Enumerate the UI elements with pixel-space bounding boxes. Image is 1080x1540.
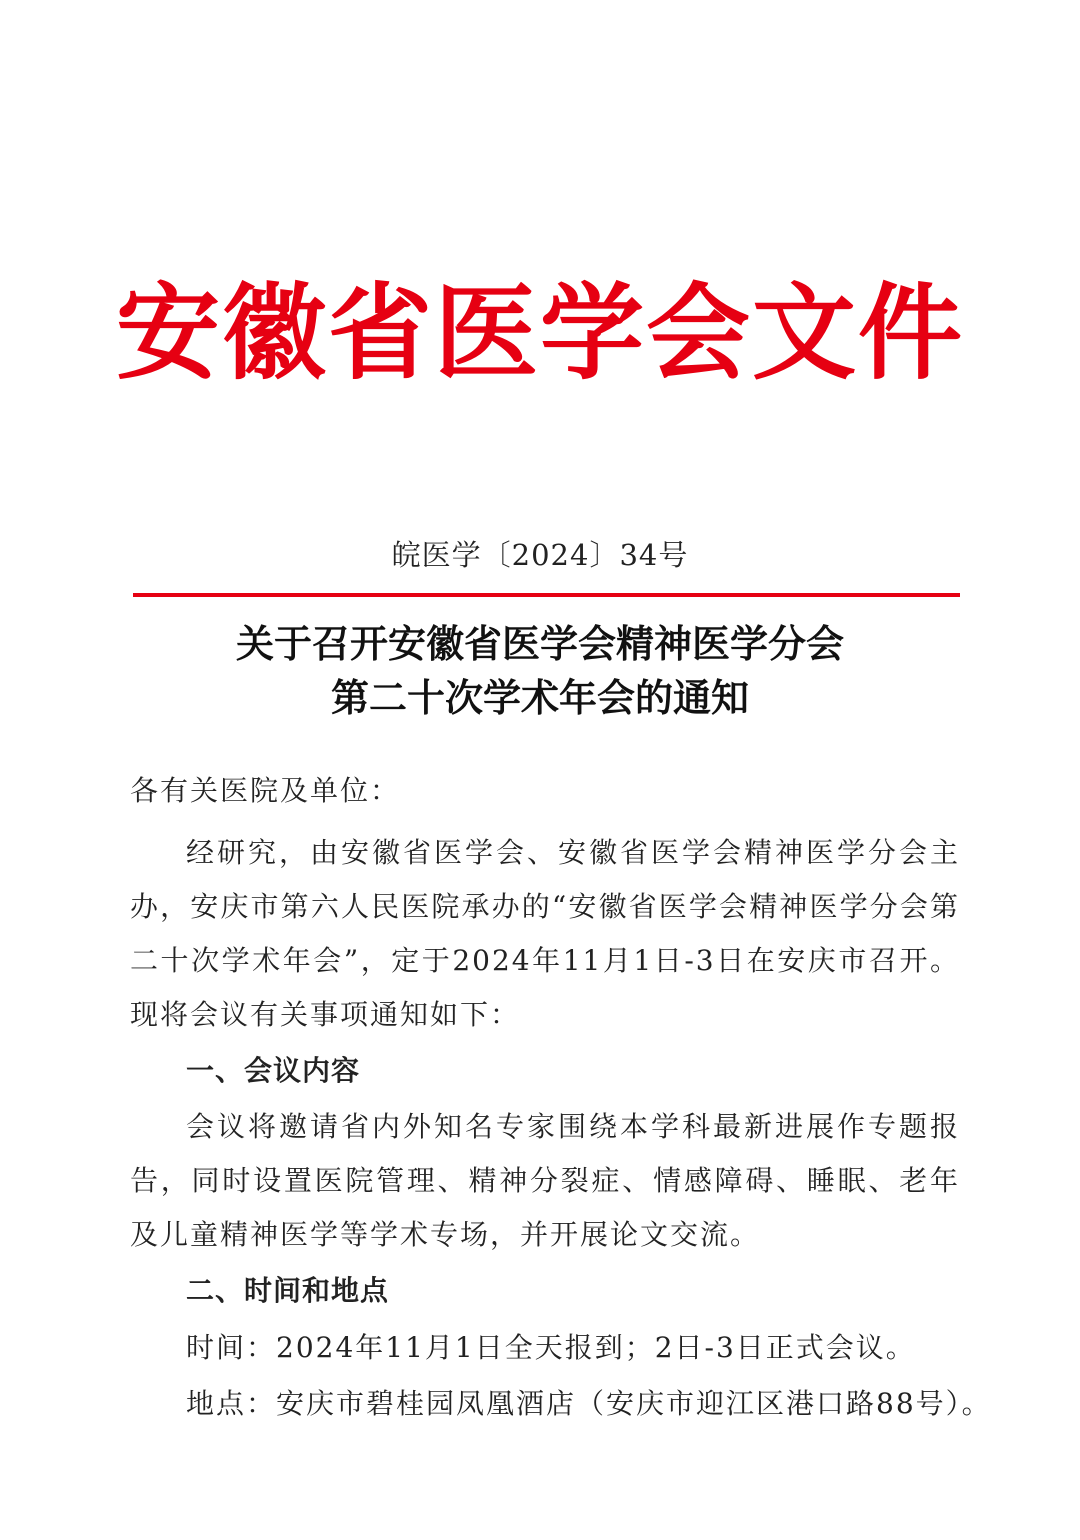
document-number: 皖医学〔2024〕34号 (391, 538, 689, 572)
masthead-title: 安徽省医学会文件 (115, 271, 964, 394)
section-2-heading: 二、时间和地点 (186, 1274, 390, 1307)
section-1-heading: 一、会议内容 (186, 1054, 361, 1087)
notice-title-line-1: 关于召开安徽省医学会精神医学分会 (235, 621, 844, 666)
notice-title (0, 617, 1080, 725)
salutation: 各有关医院及单位： (130, 774, 401, 807)
meeting-place: 地点：安庆市碧桂园凤凰酒店（安庆市迎江区港口路88号）。 (186, 1387, 992, 1420)
section-1-paragraph: 会议将邀请省内外知名专家围绕本学科最新进展作专题报告，同时设置医院管理、精神分裂症、情感障碍、睡眠、老年及儿童精神医学等学术专场，并开展论文交流。 (130, 1110, 960, 1251)
notice-title-line-2: 第二十次学术年会的通知 (330, 675, 749, 720)
notice-body (130, 768, 992, 1432)
red-divider-line (133, 593, 960, 597)
intro-paragraph: 经研究，由安徽省医学会、安徽省医学会精神医学分会主办，安庆市第六人民医院承办的“安徽省医学会精神医学分会第二十次学术年会”，定于2024年11月1日-3日在安庆市召开。现将会议有关事项通知如下： (130, 836, 960, 1031)
meeting-time: 时间：2024年11月1日全天报到；2日-3日正式会议。 (186, 1331, 916, 1364)
